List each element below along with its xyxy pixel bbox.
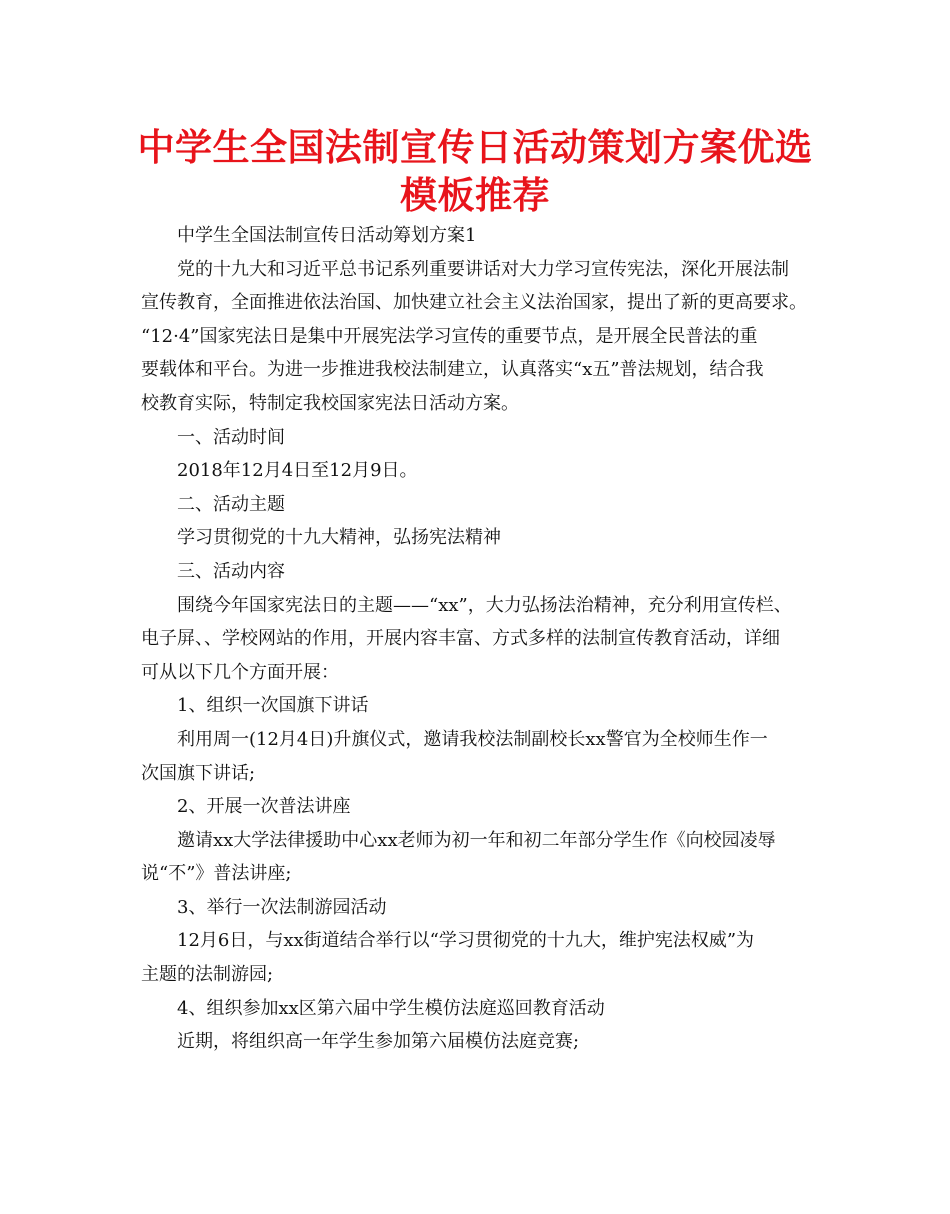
item-4-text: 近期，将组织高一年学生参加第六届模仿法庭竞赛; [177,1031,580,1053]
intro-line-4: 要载体和平台。为进一步推进我校法制建立，认真落实“x五”普法规划，结合我 [141,359,764,381]
section-2-heading: 二、活动主题 [177,493,285,515]
section-1-heading: 一、活动时间 [177,426,285,448]
item-4-heading: 4、组织参加xx区第六届中学生模仿法庭巡回教育活动 [177,997,605,1019]
title-line-2: 模板推荐 [400,174,550,217]
item-2-heading: 2、开展一次普法讲座 [177,796,351,818]
item-3-line-2: 主题的法制游园; [141,964,274,986]
section-1-text: 2018年12月4日至12月9日。 [177,460,418,482]
section-3-line-2: 电子屏、、学校网站的作用，开展内容丰富、方式多样的法制宣传教育活动，详细 [141,628,780,650]
item-2-paragraph [141,824,821,891]
section-2-text: 学习贯彻党的十九大精神，弘扬宪法精神 [177,527,501,549]
intro-line-3: “12·4”国家宪法日是集中开展宪法学习宣传的重要节点，是开展全民普法的重 [141,325,758,347]
intro-paragraph [141,253,821,421]
item-2-line-1: 邀请xx大学法律援助中心xx老师为初一年和初二年部分学生作《向校园凌辱 [177,829,776,851]
item-1-heading: 1、组织一次国旗下讲话 [177,695,369,717]
section-3-line-3: 可从以下几个方面开展： [141,661,339,683]
document-title [100,124,850,220]
title-line-1: 中学生全国法制宣传日活动策划方案优选 [137,126,813,169]
item-1-line-1: 利用周一(12月4日)升旗仪式，邀请我校法制副校长xx警官为全校师生作一 [177,728,768,750]
item-2-line-2: 说“不”》普法讲座; [141,863,292,885]
item-3-paragraph [141,924,821,991]
item-3-line-1: 12月6日，与xx街道结合举行以“学习贯彻党的十九大，维护宪法权威”为 [177,930,755,952]
intro-line-1: 党的十九大和习近平总书记系列重要讲话对大力学习宣传宪法，深化开展法制 [177,258,789,280]
document-body [141,219,821,1059]
section-3-line-1: 围绕今年国家宪法日的主题——“xx”，大力弘扬法治精神，充分利用宣传栏、 [177,594,792,616]
item-3-heading: 3、举行一次法制游园活动 [177,896,387,918]
intro-line-2: 宣传教育，全面推进依法治国、加快建立社会主义法治国家，提出了新的更高要求。 [141,292,807,314]
item-1-line-2: 次国旗下讲话; [141,762,256,784]
section-3-paragraph [141,589,821,690]
subtitle: 中学生全国法制宣传日活动筹划方案1 [177,225,477,246]
section-3-heading: 三、活动内容 [177,560,285,582]
item-1-paragraph [141,723,821,790]
intro-line-5: 校教育实际，特制定我校国家宪法日活动方案。 [141,392,519,414]
